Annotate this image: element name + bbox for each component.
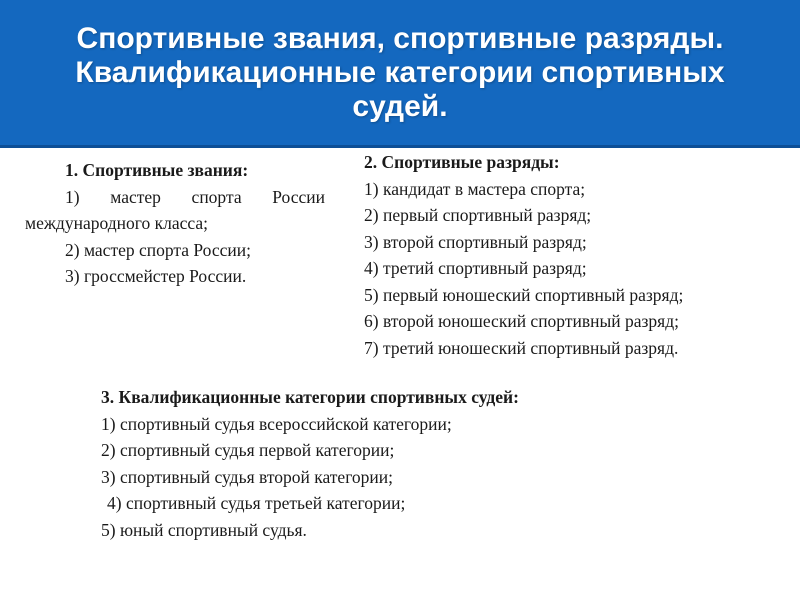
slide-title-line-2: Квалификационные категории спортивных [75,55,725,89]
sport-ranks-item: 2) первый спортивный разряд; [364,205,592,225]
sport-titles-heading: 1. Спортивные звания: [65,160,249,180]
judge-categories-heading: 3. Квалификационные категории спортивных судей: [101,387,519,407]
judge-categories-section [101,384,721,543]
sport-ranks-section [364,149,784,361]
title-banner [0,0,800,148]
sport-ranks-item: 6) второй юношеский спортивный разряд; [364,311,679,331]
judge-categories-item: 4) спортивный судья третьей категории; [107,493,406,513]
sport-titles-item-1-line-1: 1) мастер спорта России [65,186,325,207]
sport-titles-item-2: 2) мастер спорта России; [65,239,251,260]
sport-ranks-item: 7) третий юношеский спортивный разряд. [364,337,679,358]
sport-titles-item-3: 3) гроссмейстер России. [65,266,247,286]
sport-ranks-item: 1) кандидат в мастера спорта; [364,178,586,199]
slide-title-line-3: судей. [352,89,448,123]
slide-title [55,22,744,124]
sport-ranks-item: 4) третий спортивный разряд; [364,258,587,278]
sport-ranks-heading: 2. Спортивные разряды: [364,152,560,172]
sport-ranks-item: 5) первый юношеский спортивный разряд; [364,284,684,305]
slide-title-line-1: Спортивные звания, спортивные разряды. [76,21,724,55]
judge-categories-item: 5) юный спортивный судья. [101,519,307,540]
judge-categories-item: 2) спортивный судья первой категории; [101,440,395,460]
judge-categories-item: 3) спортивный судья второй категории; [101,466,394,487]
judge-categories-item: 1) спортивный судья всероссийской категории; [101,413,452,434]
sport-titles-item-1-line-2: международного класса; [25,213,208,233]
sport-ranks-item: 3) второй спортивный разряд; [364,231,587,252]
sport-titles-section [25,157,325,290]
